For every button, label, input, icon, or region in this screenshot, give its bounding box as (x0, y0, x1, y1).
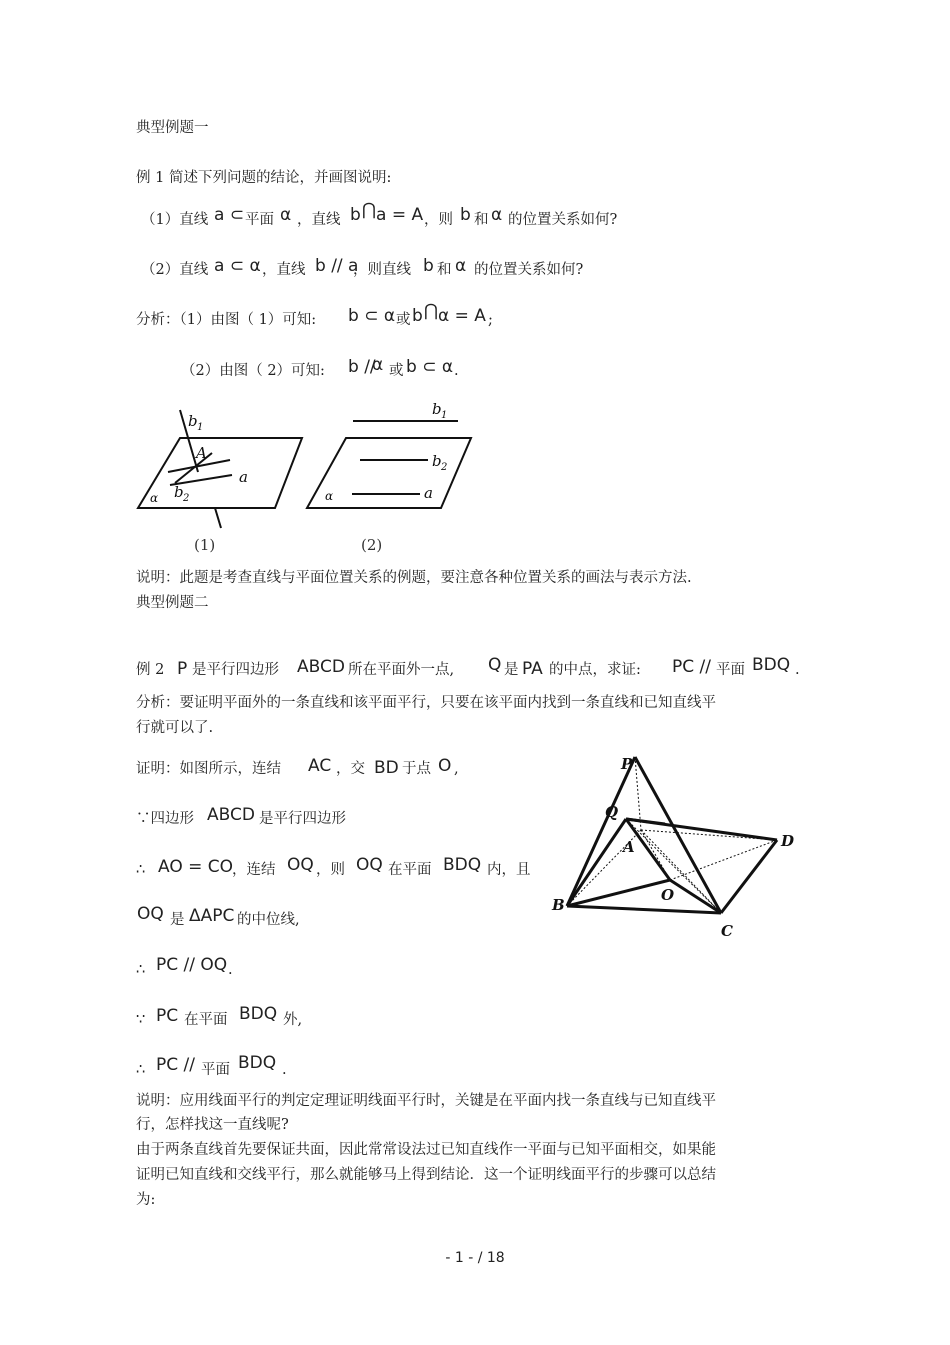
example-1-intro: 例 1 简述下列问题的结论，并画图说明: (136, 170, 392, 186)
p6-text-2: 在平面 (184, 1012, 228, 1028)
fig1-label-b2-sub: 2 (183, 493, 190, 504)
p5-text-2: . (228, 962, 233, 978)
p6-math-1: PC (156, 1006, 179, 1026)
q1-math-4: ⋂ (362, 200, 376, 220)
q1-text-2: ，直线 (297, 212, 341, 228)
ex2-text-5: 的中点，求证: (549, 662, 641, 678)
q1-prefix: （1）直线 (141, 212, 209, 228)
pyramid-label-O: O (661, 886, 675, 904)
p3-math-2: OQ (287, 855, 314, 875)
ex2-math-6: BDQ (752, 655, 791, 675)
p2-text-2: 是平行四边形 (259, 811, 346, 827)
p3-text-4: 在平面 (388, 862, 432, 878)
p7-text-1: ∴ (136, 1062, 146, 1078)
page-number: - 1 - / 18 (445, 1250, 505, 1266)
p3-math-3: OQ (356, 855, 383, 875)
fig2-label-b1-sub: 1 (441, 410, 448, 421)
q1-text-3: ，则 (424, 212, 453, 228)
q2-text-3: 和 (437, 262, 452, 278)
q2-math-2: b // a (315, 256, 359, 276)
p1-text-3: 于点 (402, 761, 431, 777)
p2-math-1: ABCD (207, 805, 255, 825)
fig2-label-b1: b (432, 400, 442, 418)
example-2-note-line-1: 说明：应用线面平行的判定定理证明线面平行时，关键是在平面内找一条直线与已知直线平 (136, 1093, 716, 1109)
ex2-math-4: PA (522, 659, 543, 679)
fig2-label-alpha: α (325, 489, 334, 503)
p2-text-1: ∵四边形 (136, 811, 194, 827)
fig2-label-a: a (424, 484, 433, 502)
fig2-caption: (2) (361, 536, 383, 554)
p3-text-2: ，连结 (232, 862, 276, 878)
p6-math-2: BDQ (239, 1004, 278, 1024)
a2-text-2: . (454, 363, 459, 379)
fig1-label-b1: b (188, 412, 198, 430)
q2-math-4: α (455, 256, 467, 276)
a1-math-2: b (412, 306, 423, 326)
example-2-note-line-5: 为: (136, 1192, 156, 1208)
q1-math-1: a ⊂ (214, 205, 245, 225)
example-1-note: 说明：此题是考查直线与平面位置关系的例题，要注意各种位置关系的画法与表示方法. (136, 570, 692, 586)
pyramid-label-D: D (781, 832, 795, 850)
a1-text-2: ; (488, 312, 493, 328)
q2-text-1: ，直线 (262, 262, 306, 278)
p1-math-3: O (438, 756, 452, 776)
fig1-label-alpha: α (150, 491, 159, 505)
fig1-label-b1-sub: 1 (197, 422, 204, 433)
example-2-analysis-line-1: 分析：要证明平面外的一条直线和该平面平行，只要在该平面内找到一条直线和已知直线平 (136, 695, 716, 711)
a2-math-1: b // (348, 357, 376, 377)
ex2-text-6: 平面 (716, 662, 745, 678)
q2-prefix: （2）直线 (141, 262, 209, 278)
p5-text-1: ∴ (136, 962, 146, 978)
q1-text-4: 和 (474, 212, 489, 228)
p1-math-2: BD (374, 758, 399, 778)
q1-text-1: 平面 (245, 212, 274, 228)
q2-math-1: a ⊂ α (214, 256, 261, 276)
fig2-label-b2: b (432, 452, 442, 470)
fig1-caption: (1) (194, 536, 216, 554)
a1-text-1: 或 (396, 312, 411, 328)
p3-text-3: ，则 (316, 862, 345, 878)
q2-text-2: ，则直线 (353, 262, 411, 278)
ex2-text-4: 是 (504, 662, 519, 678)
example-1-figure (130, 400, 480, 560)
example-2-pyramid-figure (545, 748, 805, 943)
p4-math-1: OQ (137, 904, 164, 924)
q1-text-5: 的位置关系如何? (508, 212, 618, 228)
p4-text-1: 是 (170, 912, 185, 928)
pyramid-label-Q: Q (605, 803, 619, 821)
p3-text-5: 内，且 (487, 862, 531, 878)
fig1-label-A: A (196, 444, 207, 462)
a1-math-4: α = A (438, 306, 486, 326)
p7-math-2: BDQ (238, 1053, 277, 1073)
figure-1-intersecting (138, 410, 302, 554)
p1-math-1: AC (308, 756, 332, 776)
ex2-math-5: PC // (672, 657, 711, 677)
ex2-text-1: 例 2 (136, 662, 165, 678)
pyramid-label-A: A (623, 838, 635, 856)
p3-math-1: AO = CO (158, 857, 234, 877)
q1-math-7: α (491, 205, 503, 225)
p1-text-1: 证明：如图所示，连结 (136, 761, 281, 777)
fig1-label-b2: b (174, 483, 184, 501)
p1-text-4: , (454, 761, 459, 777)
fig2-label-b2-sub: 2 (441, 462, 448, 473)
heading-example-1: 典型例题一 (136, 120, 209, 136)
example-2-note-line-4: 证明已知直线和交线平行，那么就能够马上得到结论．这一个证明线面平行的步骤可以总结 (136, 1167, 716, 1183)
q1-math-6: b (460, 205, 471, 225)
fig1-label-a: a (239, 468, 248, 486)
p6-text-3: 外, (283, 1012, 303, 1028)
q2-math-3: b (423, 256, 434, 276)
p1-text-2: ，交 (336, 761, 365, 777)
p7-math-1: PC // (156, 1055, 195, 1075)
ex2-math-2: ABCD (297, 657, 345, 677)
q1-math-5: a = A (376, 205, 424, 225)
a1-prefix: 分析：（1）由图（ 1）可知: (136, 312, 317, 328)
a1-math-3: ⋂ (424, 301, 438, 321)
q1-math-3: b (350, 205, 361, 225)
p4-text-2: 的中位线, (237, 912, 300, 928)
p6-text-1: ∵ (136, 1012, 146, 1028)
p3-text-1: ∴ (136, 862, 146, 878)
p7-text-2: 平面 (201, 1062, 230, 1078)
p4-math-2: ΔAPC (189, 906, 235, 926)
pyramid-label-C: C (721, 922, 733, 940)
a2-prefix: （2）由图（ 2）可知: (181, 363, 325, 379)
example-2-note-line-2: 行，怎样找这一直线呢? (136, 1117, 289, 1133)
example-2-note-line-3: 由于两条直线首先要保证共面，因此常常设法过已知直线作一平面与已知平面相交，如果能 (136, 1142, 716, 1158)
a1-math-1: b ⊂ α (348, 306, 396, 326)
figure-2-parallel (307, 400, 471, 554)
a2-math-2: α (372, 355, 384, 375)
ex2-text-2: 是平行四边形 (192, 662, 279, 678)
ex2-text-3: 所在平面外一点, (348, 662, 455, 678)
example-2-analysis-line-2: 行就可以了. (136, 720, 214, 736)
pyramid-label-B: B (552, 896, 565, 914)
ex2-math-1: P (177, 659, 188, 679)
p7-text-3: . (282, 1062, 287, 1078)
p5-math-1: PC // OQ (156, 955, 228, 975)
pyramid-label-P: P (621, 755, 633, 773)
a2-math-3: b ⊂ α (406, 357, 454, 377)
q2-text-4: 的位置关系如何? (474, 262, 584, 278)
p3-math-4: BDQ (443, 855, 482, 875)
ex2-text-7: . (795, 662, 800, 678)
q1-math-2: α (280, 205, 292, 225)
ex2-math-3: Q (488, 655, 502, 675)
heading-example-2: 典型例题二 (136, 595, 209, 611)
a2-text-1: 或 (389, 363, 404, 379)
